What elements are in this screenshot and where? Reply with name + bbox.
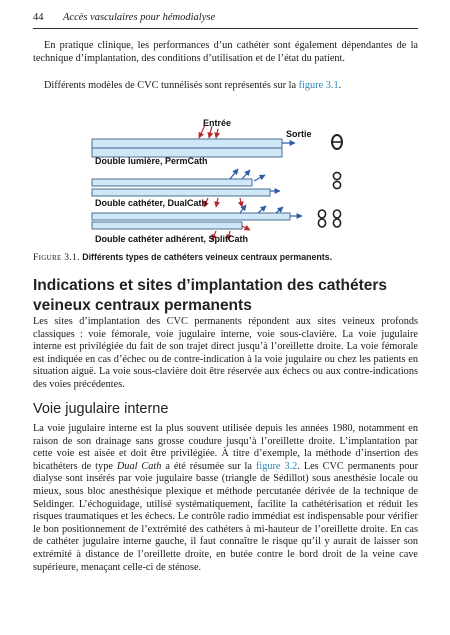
dualcath-catheter-2	[92, 189, 270, 196]
splitcath-section-2	[333, 210, 340, 218]
page-number: 44	[33, 12, 44, 23]
splitcath-catheter-2	[92, 222, 242, 229]
catheter-figure	[90, 115, 390, 247]
sortie-label: Sortie	[286, 129, 312, 139]
section-heading-indications: Indications et sites d’implantation des cathéters veineux centraux permanents	[33, 277, 388, 314]
splitcath-diagram	[92, 205, 341, 244]
entree-arrow-3	[216, 129, 218, 138]
indications-paragraph: Les sites d’implantation des CVC permanents répondent aux sites veineux profonds classiques : voie fémorale, voie jugulaire interne, voie sous-clavière. La voie jugulaire interne est privilégiée du fait de son trajet direct jusqu’à l’oreillette droite. La voie fémorale est indiquée en cas d’échec ou de contre-indication à la voie jugulaire ou chez les patients en situation aiguë. La voie sous-clavière doit être réservée aux échecs ou aux contre-indications des voies précédentes.	[33, 316, 418, 390]
jugulaire-text-3: . Les CVC permanents pour dialyse sont insérés par voie jugulaire basse (triangle de Sédillot) sous anesthésie locale ou mieux, sous bloc anesthésique plexique et méthode percutanée dérivée de la technique de Seldinger. L’échoguidage, utilisé systématiquement, facilite la cathétérisation et réduit les risques traumatiques et les échecs. Le contrôle radio immédiat est indispensable pour vérifier le bon positionnement de l’extrémité des cathéters à mi-hauteur de l’oreillette droite. En cas de cathéter jugulaire interne gauche, il faut connaître le risque qu’il y aurait de laisser son extrémité à distance de l’oreillette droite, en butée contre le bord droit de la veine cave supérieure, menaçant celle-ci de sténose.	[33, 460, 418, 573]
dualcath-catheter-1	[92, 179, 252, 186]
dualcath-diagram	[92, 169, 341, 208]
permcath-diagram	[92, 118, 342, 166]
dualcath-term: Dual Cath	[116, 460, 162, 472]
dualcath-section-top	[333, 172, 340, 179]
dualcath-section-bottom	[333, 181, 340, 188]
figure-caption	[33, 252, 418, 263]
permcath-lumen-top	[92, 139, 282, 148]
splitcath-catheter-1	[92, 213, 290, 220]
intro-text: Différents modèles de CVC tunnélisés sont représentés sur la	[44, 80, 299, 91]
jugulaire-paragraph	[33, 423, 418, 574]
entree-label: Entrée	[203, 118, 232, 128]
jugulaire-text-2: a été résumée sur la	[161, 460, 256, 472]
intro-paragraph-1: En pratique clinique, les performances d’un cathéter sont également dépendantes de la technique d’implantation, des conditions d’utilisation et de l’état du patient.	[33, 40, 418, 64]
running-header	[33, 10, 418, 29]
caption-label: Figure 3.1.	[33, 252, 80, 263]
intro-paragraph-2	[33, 80, 418, 93]
running-title: Accès vasculaires pour hémodialyse	[63, 12, 216, 23]
section-heading-jugulaire: Voie jugulaire interne	[33, 401, 169, 417]
figure-3-2-link[interactable]: figure 3.2	[255, 460, 298, 472]
figure-3-1-link[interactable]: figure 3.1	[298, 80, 339, 91]
splitcath-label: Double cathéter adhérent, SplitCath	[95, 234, 249, 244]
dualcath-label: Double cathéter, DualCath	[95, 198, 208, 208]
caption-text: Différents types de cathéters veineux centraux permanents.	[82, 252, 333, 262]
jugulaire-text-1: La voie jugulaire interne est la plus souvent utilisée depuis les années 1980, notamment en raison de son drainage sans grosse coudure jusqu’à l’oreillette droite. L’implantation par cette voie est aisée et doit être privilégiée. À titre d’exemple, la méthode d’insertion des bicathéters de type	[33, 423, 418, 472]
permcath-label: Double lumière, PermCath	[95, 156, 208, 166]
intro-text-end: .	[338, 80, 342, 91]
splitcath-section-1	[318, 210, 325, 218]
